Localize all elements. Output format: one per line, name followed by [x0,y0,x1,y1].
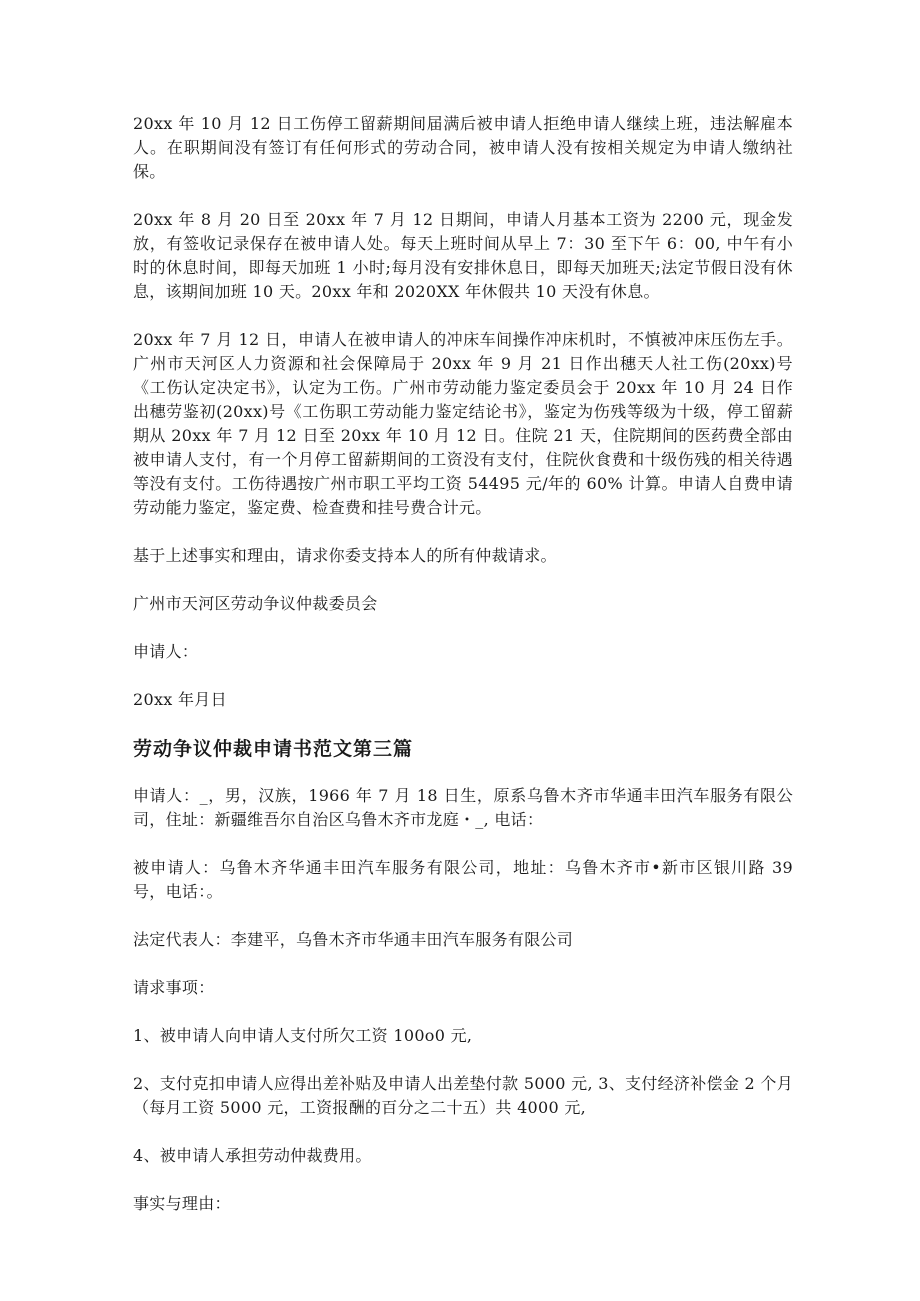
paragraph-dismissal: 20xx 年 10 月 12 日工伤停工留薪期间届满后被申请人拒绝申请人继续上班，违法解雇本人。在职期间没有签订有任何形式的劳动合同，被申请人没有按相关规定为申请人缴纳社保。 [133,114,793,181]
section-heading: 劳动争议仲裁申请书范文第三篇 [133,738,414,760]
paragraph-request-1: 1、被申请人向申请人支付所欠工资 100o0 元, [133,1026,473,1045]
paragraph-respondent-info: 被申请人：乌鲁木齐华通丰田汽车服务有限公司，地址：乌鲁木齐市•新市区银川路 39 号，电话：。 [133,858,793,901]
paragraph-request-2-3: 2、支付克扣申请人应得出差补贴及申请人出差垫付款 5000 元, 3、支付经济补偿金 2 个月（每月工资 5000 元，工资报酬的百分之二十五）共 4000 元, [133,1074,793,1117]
document-page [133,112,793,1240]
paragraph-requests-title: 请求事项： [133,978,215,997]
paragraph-legal-representative: 法定代表人：李建平，乌鲁木齐市华通丰田汽车服务有限公司 [133,930,574,949]
paragraph-applicant-signature: 申请人： [133,642,199,661]
paragraph-addressee: 广州市天河区劳动争议仲裁委员会 [133,594,378,613]
paragraph-request-support: 基于上述事实和理由，请求你委支持本人的所有仲裁请求。 [133,546,557,565]
paragraph-date: 20xx 年月日 [133,690,227,709]
paragraph-facts-title: 事实与理由： [133,1194,231,1213]
paragraph-applicant-info: 申请人：_，男，汉族，1966 年 7 月 18 日生，原系乌鲁木齐市华通丰田汽车服务有限公司，住址：新疆维吾尔自治区乌鲁木齐市龙庭・_, 电话： [133,786,793,829]
paragraph-wages-overtime: 20xx 年 8 月 20 日至 20xx 年 7 月 12 日期间，申请人月基本工资为 2200 元，现金发放，有签收记录保存在被申请人处。每天上班时间从早上 7：30 至下午 6：00, 中午有小时的休息时间，即每天加班 1 小时;每月没有安排休息日，即每天加班天;法定节假日没有休息，该期间加班 10 天。20xx 年和 2020XX 年休假共 10 天没有休息。 [133,210,793,301]
paragraph-injury: 20xx 年 7 月 12 日，申请人在被申请人的冲床车间操作冲床机时，不慎被冲床压伤左手。广州市天河区人力资源和社会保障局于 20xx 年 9 月 21 日作出穗天人社工伤(20xx)号《工伤认定决定书》，认定为工伤。广州市劳动能力鉴定委员会于 20xx 年 10 月 24 日作出穗劳鉴初(20xx)号《工伤职工劳动能力鉴定结论书》，鉴定为伤残等级为十级，停工留薪期从 20xx 年 7 月 12 日至 20xx 年 10 月 12 日。住院 21 天，住院期间的医药费全部由被申请人支付，有一个月停工留薪期间的工资没有支付，住院伙食费和十级伤残的相关待遇等没有支付。工伤待遇按广州市职工平均工资 54495 元/年的 60% 计算。申请人自费申请劳动能力鉴定，鉴定费、检查费和挂号费合计元。 [133,330,793,517]
paragraph-request-4: 4、被申请人承担劳动仲裁费用。 [133,1146,372,1165]
